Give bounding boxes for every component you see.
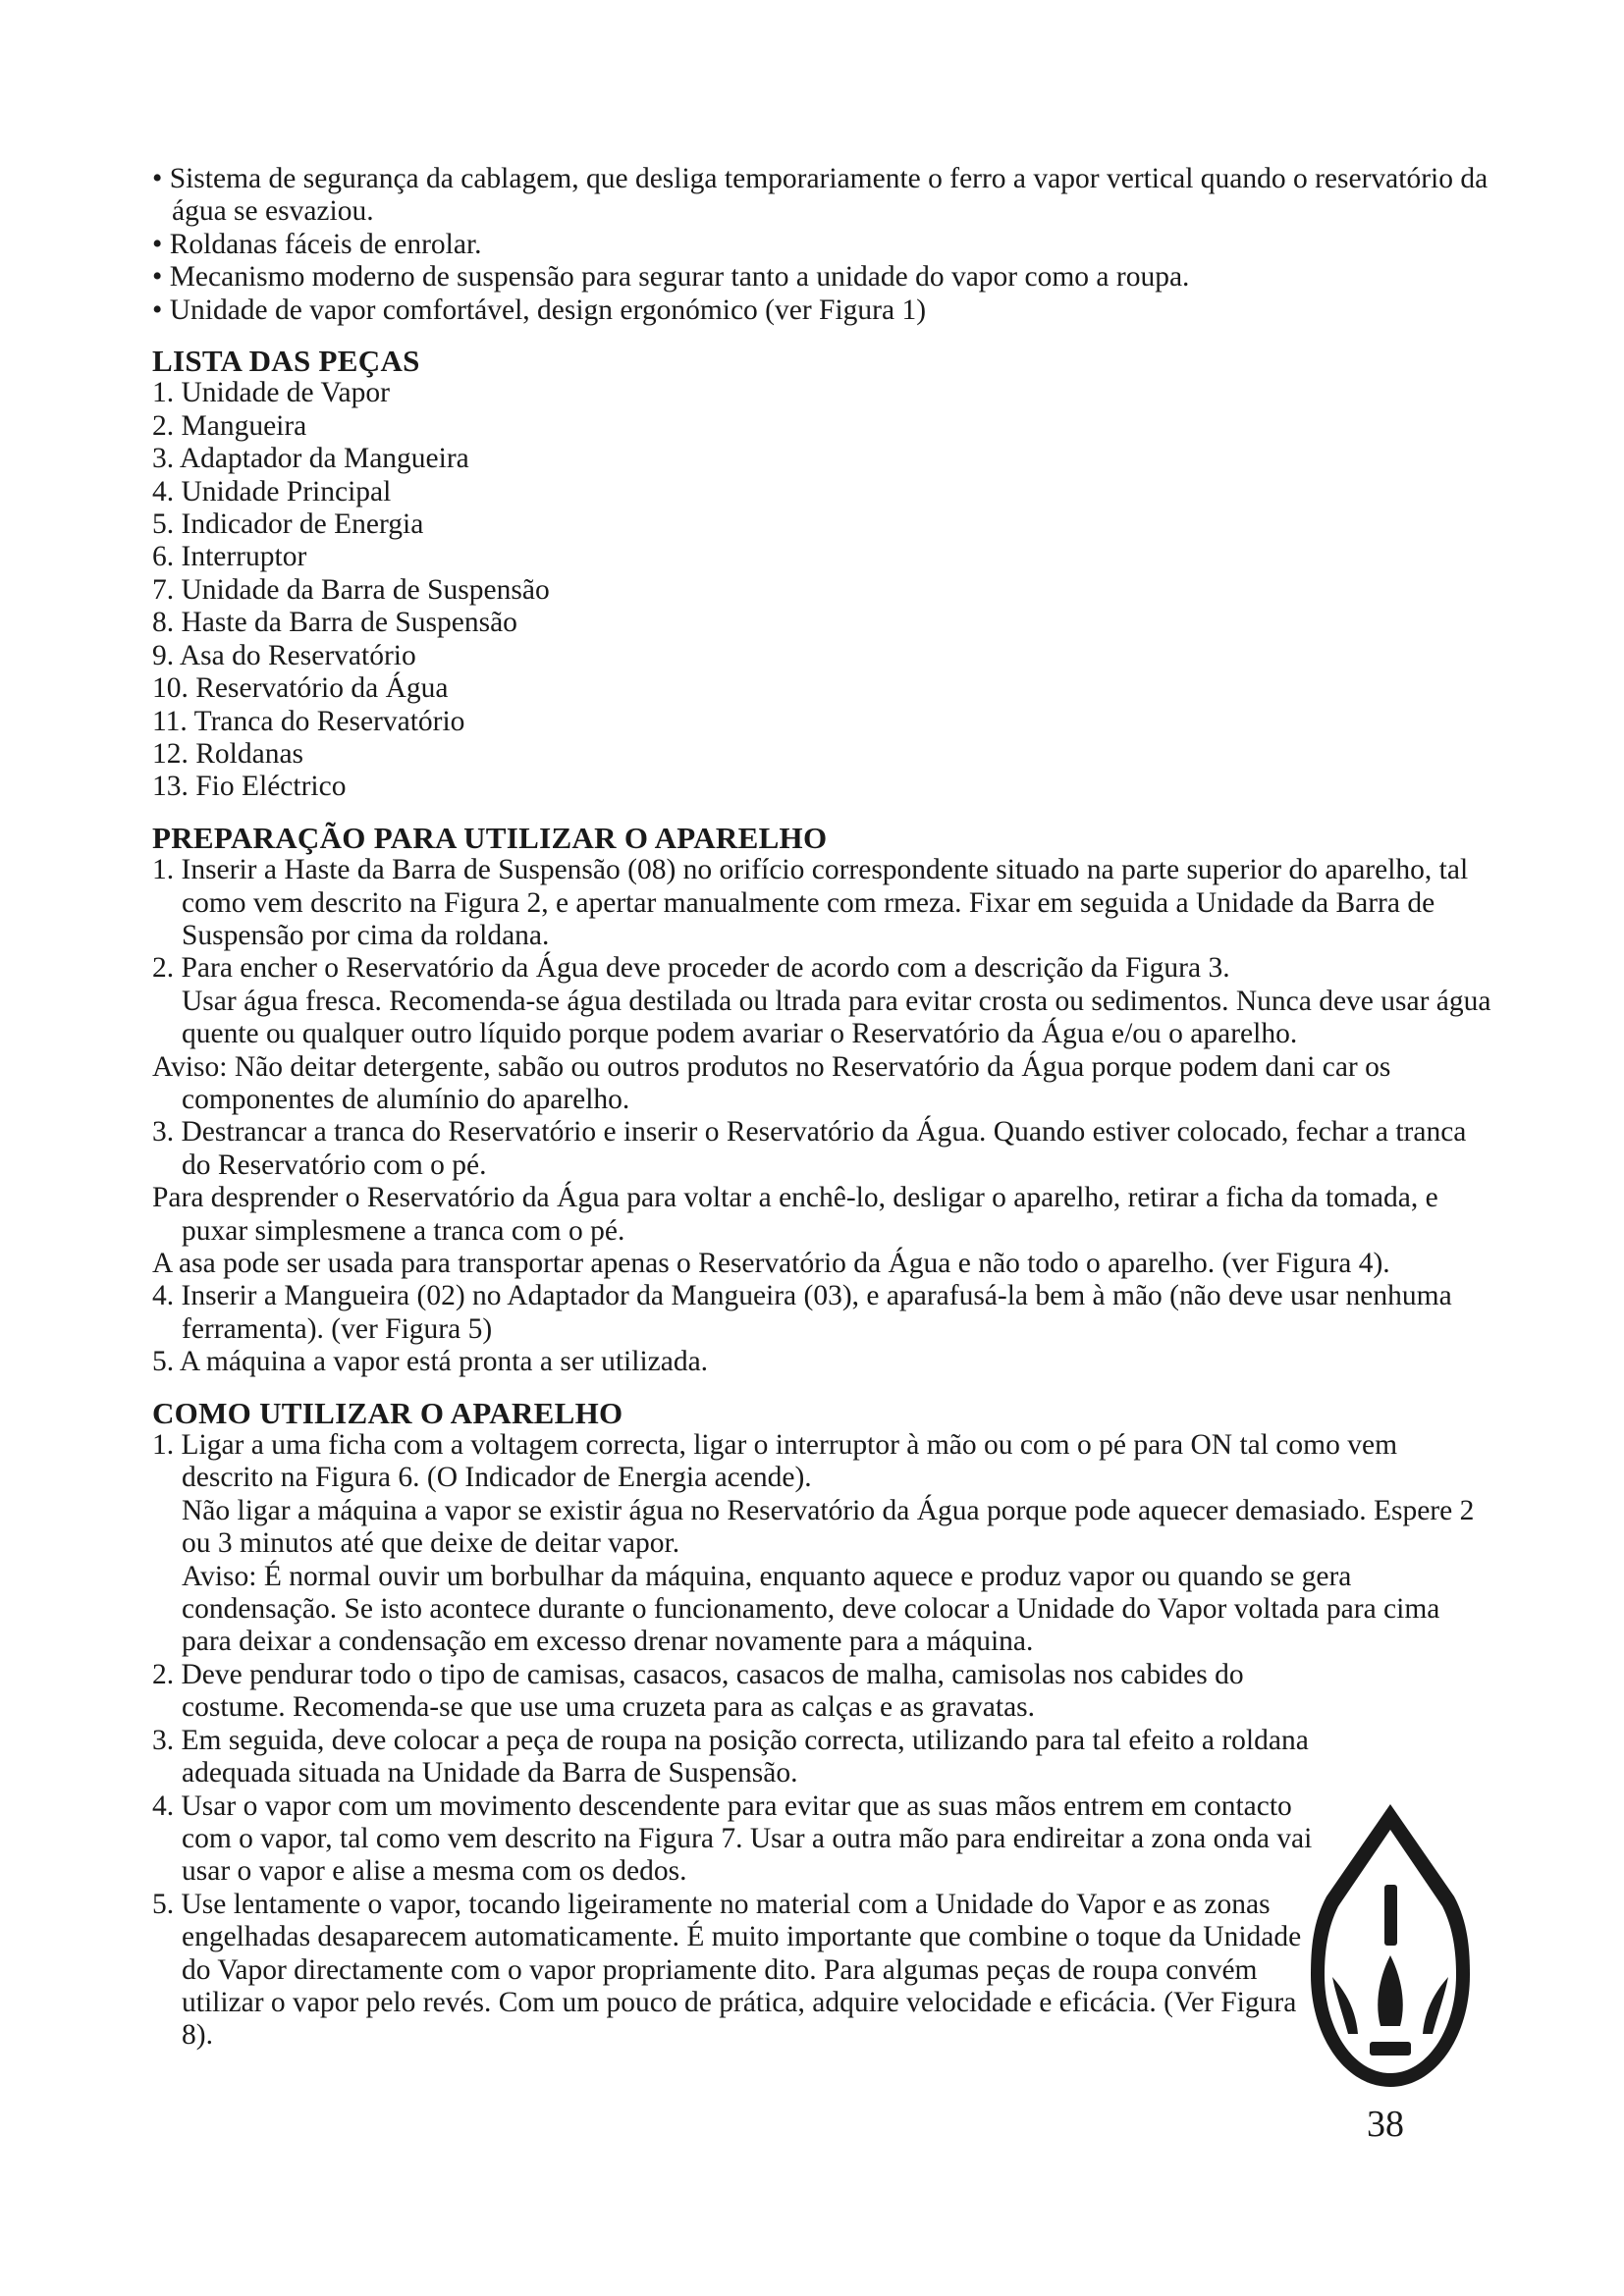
parts-heading: LISTA DAS PEÇAS [152,344,420,379]
prep-step-1: 1. Inserir a Haste da Barra de Suspensão (08) no orifício correspondente situado na parte superior do aparelho, tal como vem descrito na Figura 2, e apertar manualmente com rmeza. Fixar em seguida a Unidade da Barra de Suspensão por cima da roldana. [152,854,1469,951]
parts-item: 9. Asa do Reservatório [152,639,416,671]
parts-item: 6. Interruptor [152,541,307,573]
parts-item: 4. Unidade Principal [152,475,392,507]
feature-item: • Mecanismo moderno de suspensão para segurar tanto a unidade do vapor como a roupa. [152,261,1190,294]
parts-item: 2. Mangueira [152,409,307,442]
feature-list [152,163,1492,327]
use-step-4: 4. Usar o vapor com um movimento descendente para evitar que as suas mãos entrem em contacto com o vapor, tal como vem descrito na Figura 7. Usar a outra mão para endireitar a zona onda vai usar o vapor e alise a mesma com os dedos. [152,1789,1313,1888]
use-step-2: 2. Deve pendurar todo o tipo de camisas, casacos, casacos de malha, camisolas nos cabides do costume. Recomenda-se que use uma cruzeta para as calças e as gravatas. [152,1658,1244,1724]
feature-item: • Roldanas fáceis de enrolar. [152,228,482,260]
prep-handle-note: A asa pode ser usada para transportar apenas o Reservatório da Água e não todo o aparelho. (ver Figura 4). [152,1248,1390,1279]
steam-emblem-icon [1311,1802,1470,2089]
parts-item: 5. Indicador de Energia [152,508,424,541]
parts-item: 8. Haste da Barra de Suspensão [152,607,517,639]
parts-item: 1. Unidade de Vapor [152,377,390,409]
parts-list [152,377,1492,803]
page-number: 38 [1367,2104,1404,2145]
manual-page [152,163,1492,2053]
use-step-1-note: Não ligar a máquina a vapor se existir água no Reservatório da Água porque pode aquecer demasiado. Espere 2 ou 3 minutos até que deixe de deitar vapor. [182,1494,1475,1560]
parts-item: 7. Unidade da Barra de Suspensão [152,573,550,606]
prep-heading: PREPARAÇÃO PARA UTILIZAR O APARELHO [152,820,828,855]
prep-step-2: 2. Para encher o Reservatório da Água deve proceder de acordo com a descrição da Figura 3. [152,952,1230,985]
prep-step-4: 4. Inserir a Mangueira (02) no Adaptador da Mangueira (03), e aparafusá-la bem à mão (não deve usar nenhuma ferramenta). (ver Figura 5) [152,1280,1452,1345]
prep-warning: Aviso: Não deitar detergente, sabão ou outros produtos no Reservatório da Água porque podem dani car os componentes de alumínio do aparelho. [152,1050,1391,1115]
use-step-1-warning: Aviso: É normal ouvir um borbulhar da máquina, enquanto aquece e produz vapor ou quando se gera condensação. Se isto acontece durante o funcionamento, deve colocar a Unidade do Vapor voltada para cima para deixar a condensação em excesso drenar novamente para a máquina. [182,1560,1440,1658]
prep-detach-note: Para desprender o Reservatório da Água para voltar a enchê-lo, desligar o aparelho, retirar a ficha da tomada, e puxar simplesmene a tranca com o pé. [152,1182,1438,1247]
parts-item: 11. Tranca do Reservatório [152,705,465,737]
parts-item: 13. Fio Eléctrico [152,771,347,803]
parts-item: 3. Adaptador da Mangueira [152,443,469,475]
prep-steps [152,854,1492,1379]
use-step-3: 3. Em seguida, deve colocar a peça de roupa na posição correcta, utilizando para tal efeito a roldana adequada situada na Unidade da Barra de Suspensão. [152,1724,1309,1789]
prep-step-2-note: Usar água fresca. Recomenda-se água destilada ou ltrada para evitar crosta ou sedimentos. Nunca deve usar água quente ou qualquer outro líquido porque podem avariar o Reservatório da Água e/ou o aparelho. [182,985,1491,1050]
use-step-5: 5. Use lentamente o vapor, tocando ligeiramente no material com a Unidade do Vapor e as zonas engelhadas desaparecem automaticamente. É muito importante que combine o toque da Unidade do Vapor directamente com o vapor propriamente dito. Para algumas peças de roupa convém utilizar o vapor pelo revés. Com um pouco de prática, adquire velocidade e eficácia. (Ver Figura 8). [152,1888,1302,2052]
feature-item: • Sistema de segurança da cablagem, que desliga temporariamente o ferro a vapor vertical quando o reservatório da água se esvaziou. [152,163,1489,228]
prep-step-3: 3. Destrancar a tranca do Reservatório e inserir o Reservatório da Água. Quando estiver colocado, fechar a tranca do Reservatório com o pé. [152,1116,1467,1181]
use-heading: COMO UTILIZAR O APARELHO [152,1395,623,1430]
parts-item: 10. Reservatório da Água [152,672,449,705]
use-steps [152,1429,1492,2053]
feature-item: • Unidade de vapor comfortável, design ergonómico (ver Figura 1) [152,294,927,326]
prep-step-5: 5. A máquina a vapor está pronta a ser utilizada. [152,1346,709,1378]
parts-item: 12. Roldanas [152,737,304,770]
use-step-1: 1. Ligar a uma ficha com a voltagem correcta, ligar o interruptor à mão ou com o pé para ON tal como vem descrito na Figura 6. (O Indicador de Energia acende). [152,1429,1398,1494]
